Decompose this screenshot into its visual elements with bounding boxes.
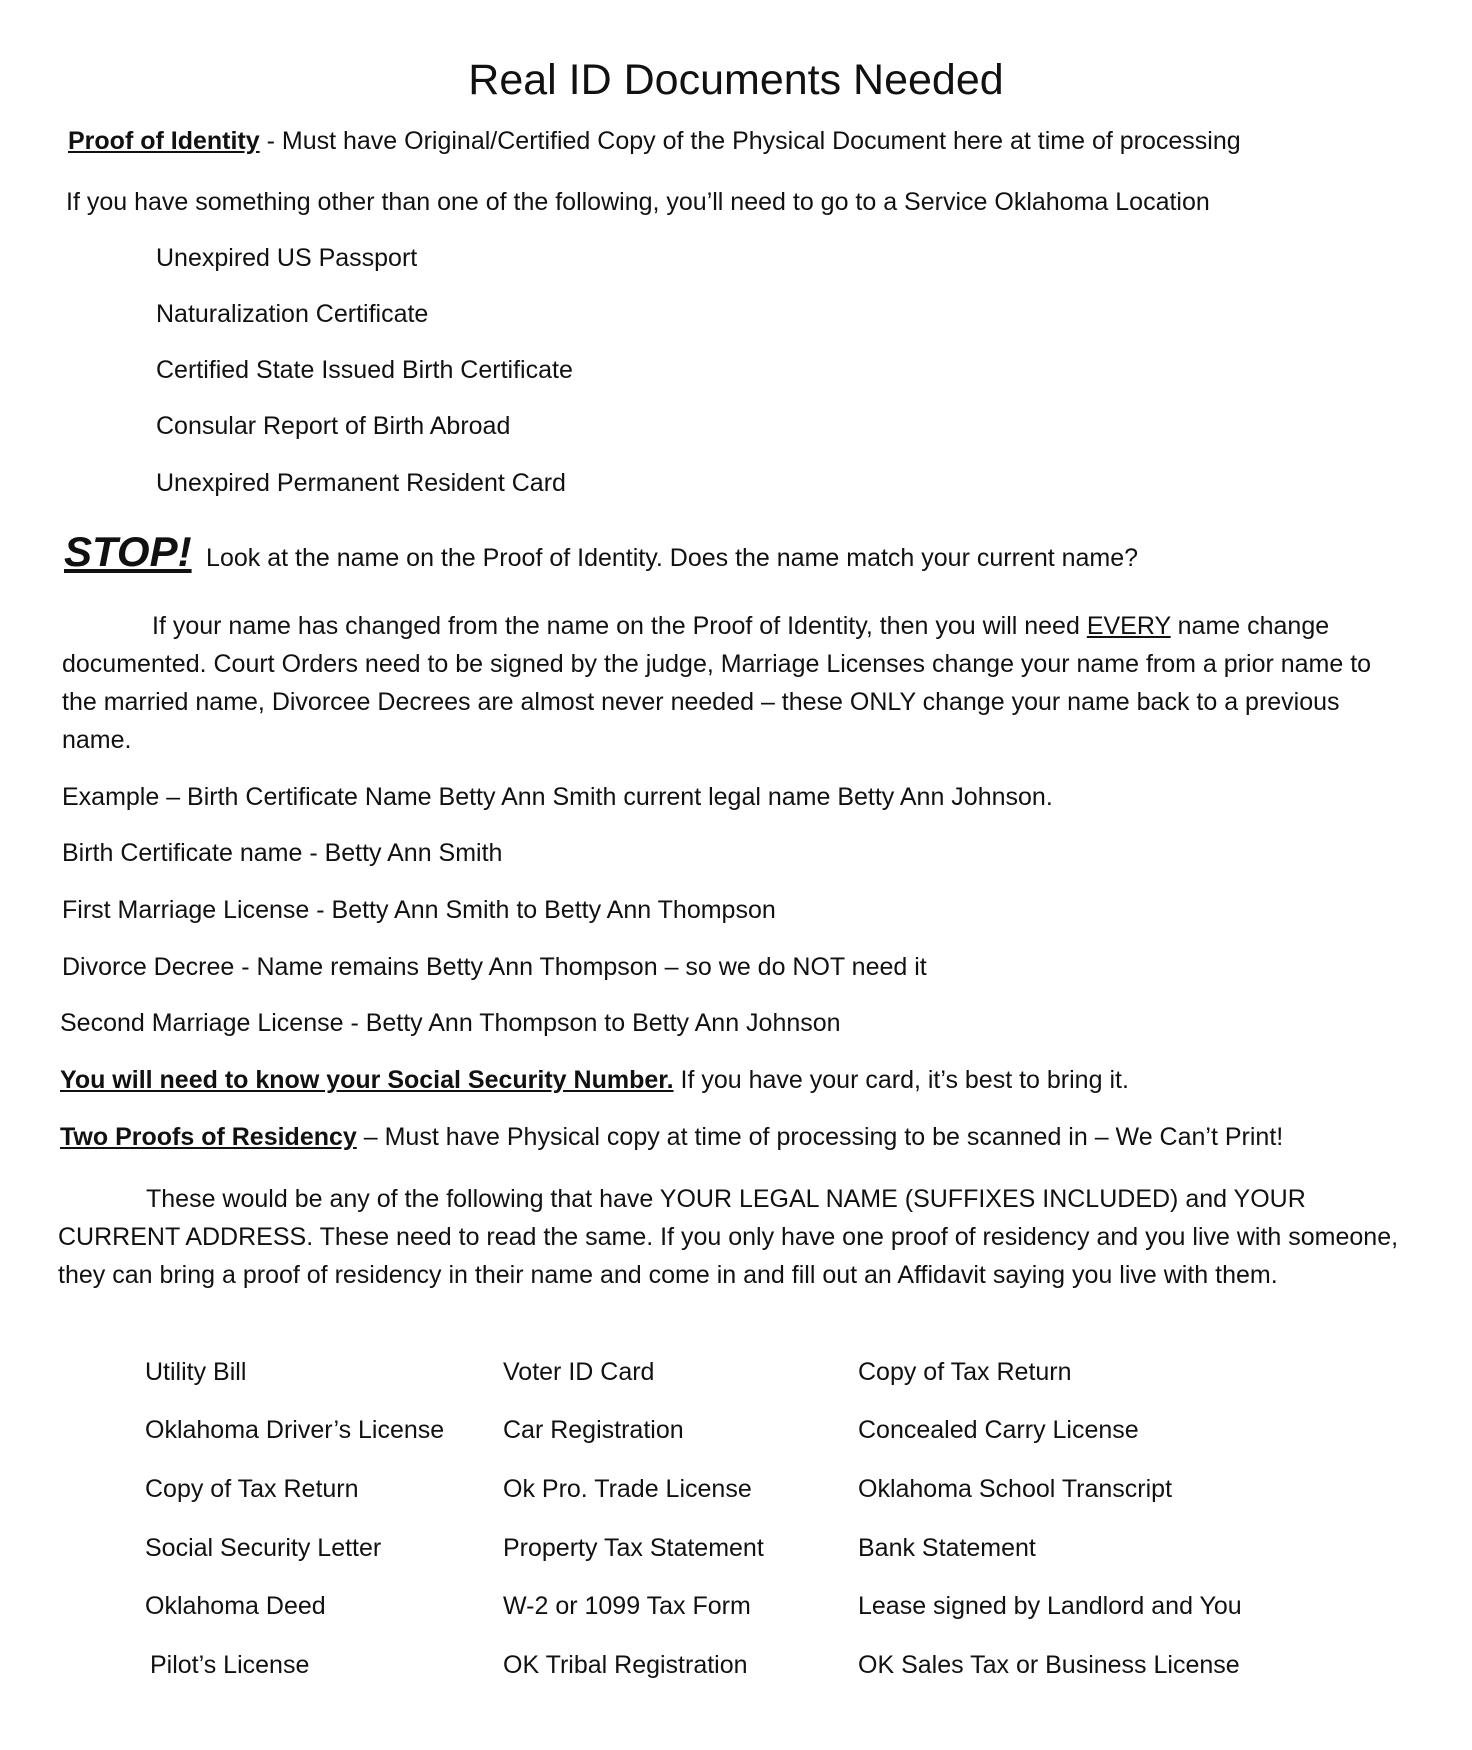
residency-doc-item: Utility Bill	[145, 1358, 247, 1386]
stop-line	[64, 528, 1138, 576]
stop-text: Look at the name on the Proof of Identity. Does the name match your current name?	[206, 544, 1139, 572]
identity-doc-item: Unexpired US Passport	[156, 244, 418, 272]
service-location-note: If you have something other than one of the following, you’ll need to go to a Service Oklahoma Location	[66, 188, 1210, 216]
residency-doc-item: Oklahoma School Transcript	[858, 1475, 1173, 1503]
name-change-text-2: name change documented. Court Orders need to be signed by the judge, Marriage Licenses change your name from a prior name to the married name, Divorcee Decrees are almost never needed – these ONLY change your name back to a previous name.	[62, 612, 1372, 754]
residency-doc-item: Copy of Tax Return	[858, 1358, 1072, 1386]
ssn-line	[60, 1063, 1129, 1097]
example-line: Birth Certificate name - Betty Ann Smith	[62, 839, 503, 867]
residency-doc-item: Pilot’s License	[150, 1651, 310, 1679]
identity-doc-item: Naturalization Certificate	[156, 300, 429, 328]
residency-doc-item: Copy of Tax Return	[145, 1475, 359, 1503]
residency-doc-item: Lease signed by Landlord and You	[858, 1592, 1242, 1620]
proof-identity-text: - Must have Original/Certified Copy of the Physical Document here at time of processing	[259, 127, 1241, 155]
ssn-label: You will need to know your Social Security Number.	[60, 1066, 674, 1094]
residency-doc-item: Ok Pro. Trade License	[503, 1475, 752, 1503]
ssn-text: If you have your card, it’s best to bring it.	[673, 1066, 1129, 1094]
example-intro: Example – Birth Certificate Name Betty Ann Smith current legal name Betty Ann Johnson.	[62, 783, 1053, 811]
residency-doc-item: Voter ID Card	[503, 1358, 655, 1386]
residency-doc-item: OK Sales Tax or Business License	[858, 1651, 1240, 1679]
name-change-text-1: If your name has changed from the name on the Proof of Identity, then you will need	[152, 612, 1087, 640]
proof-identity-label: Proof of Identity	[68, 127, 260, 155]
identity-doc-item: Consular Report of Birth Abroad	[156, 412, 511, 440]
residency-doc-item: Social Security Letter	[145, 1534, 382, 1562]
stop-label: STOP!	[64, 528, 192, 575]
residency-doc-item: Bank Statement	[858, 1534, 1036, 1562]
residency-text: – Must have Physical copy at time of processing to be scanned in – We Can’t Print!	[356, 1123, 1284, 1151]
residency-doc-item: Concealed Carry License	[858, 1416, 1139, 1444]
residency-line	[60, 1120, 1283, 1154]
residency-paragraph	[58, 1180, 1408, 1294]
identity-doc-item: Unexpired Permanent Resident Card	[156, 469, 566, 497]
residency-doc-item: Car Registration	[503, 1416, 684, 1444]
residency-doc-item: Oklahoma Deed	[145, 1592, 326, 1620]
residency-paragraph-text: These would be any of the following that have YOUR LEGAL NAME (SUFFIXES INCLUDED) and YOUR CURRENT ADDRESS. These need to read the same. If you only have one proof of residency and you live with someone, they can bring a proof of residency in their name and come in and fill out an Affidavit saying you live with them.	[58, 1185, 1399, 1289]
residency-label: Two Proofs of Residency	[60, 1123, 357, 1151]
name-change-every: EVERY	[1086, 612, 1171, 640]
residency-doc-item: Oklahoma Driver’s License	[145, 1416, 445, 1444]
residency-doc-item: OK Tribal Registration	[503, 1651, 748, 1679]
example-line: Divorce Decree - Name remains Betty Ann Thompson – so we do NOT need it	[62, 953, 927, 981]
residency-doc-item: W-2 or 1099 Tax Form	[503, 1592, 751, 1620]
name-change-paragraph	[62, 607, 1402, 759]
page-title: Real ID Documents Needed	[468, 56, 1004, 104]
identity-doc-item: Certified State Issued Birth Certificate	[156, 356, 573, 384]
example-line: Second Marriage License - Betty Ann Thompson to Betty Ann Johnson	[60, 1009, 841, 1037]
residency-doc-item: Property Tax Statement	[503, 1534, 764, 1562]
example-line: First Marriage License - Betty Ann Smith to Betty Ann Thompson	[62, 896, 776, 924]
proof-identity-line	[68, 124, 1241, 158]
